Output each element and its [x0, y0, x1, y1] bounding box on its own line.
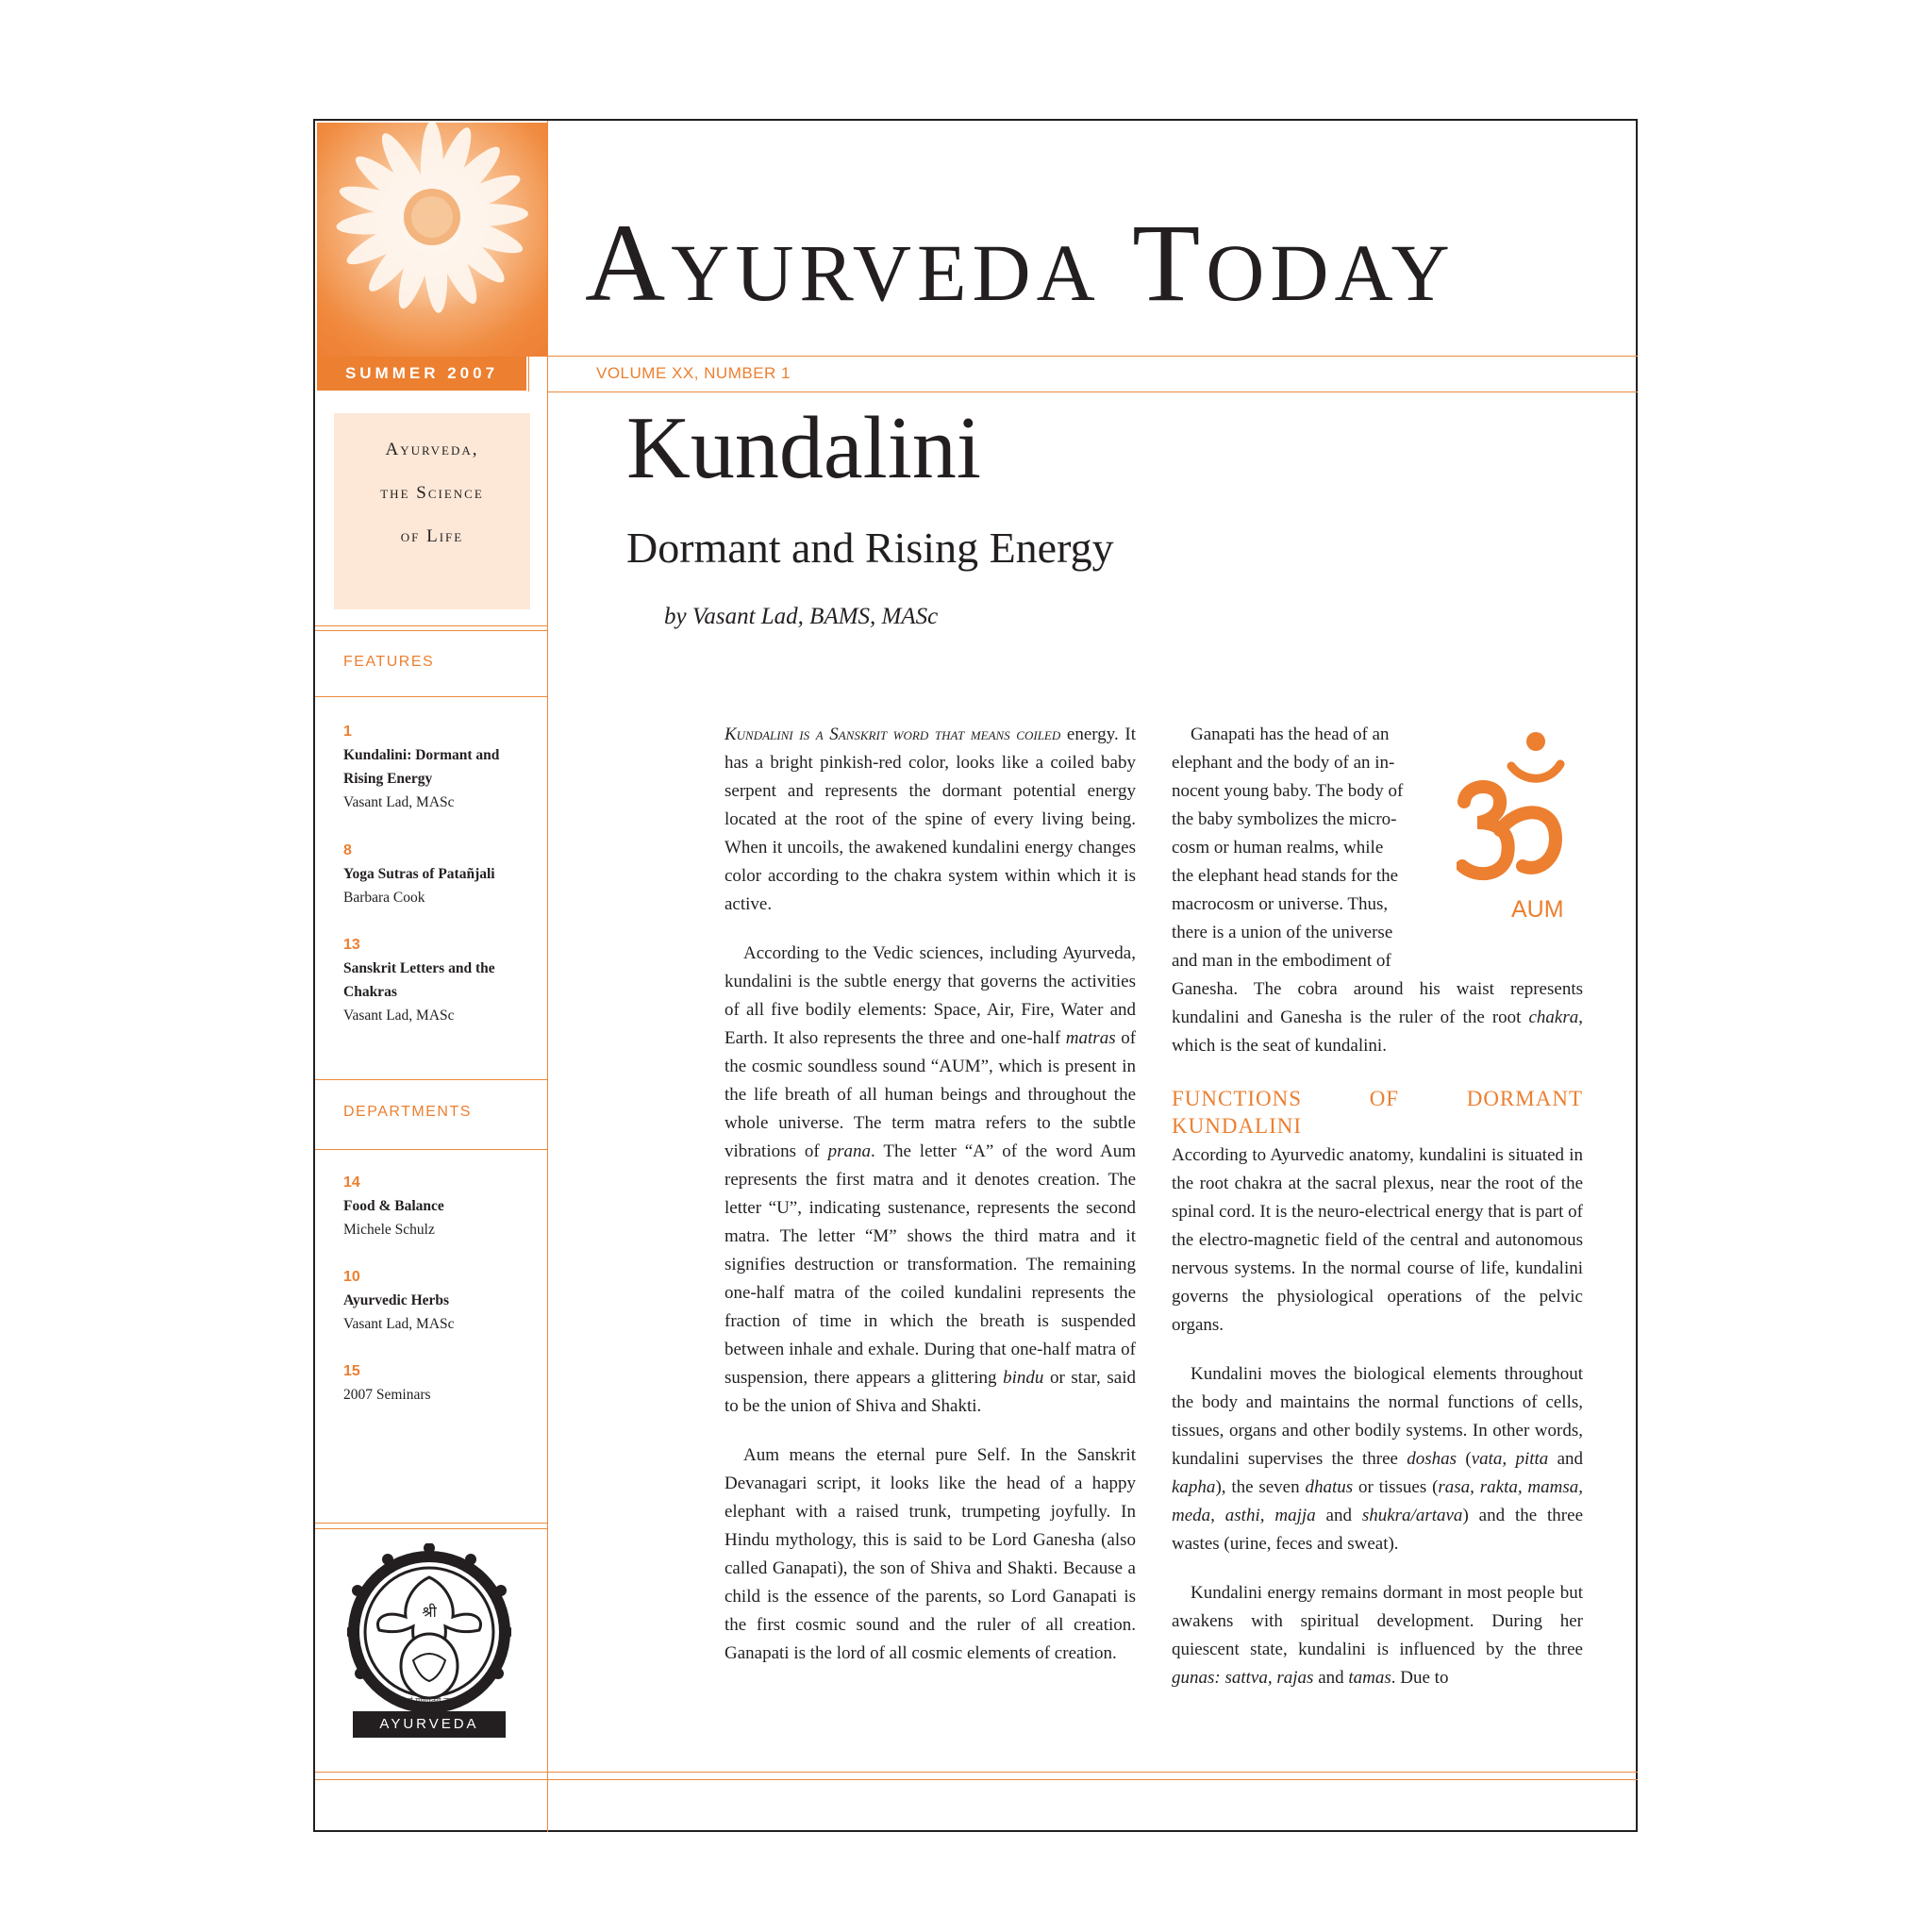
masthead-title: AYURVEDA TODAY: [585, 201, 1456, 325]
svg-text:ॐ गं गणपतये नमः ।: ॐ गं गणपतये नमः ।: [397, 1697, 461, 1707]
toc-page-number: 15: [343, 1363, 360, 1379]
tagline-line-3: of Life: [400, 526, 464, 546]
header-rule-bottom: [547, 391, 1638, 392]
header-rule-top: [547, 356, 1638, 357]
toc-author: Vasant Lad, MASc: [343, 794, 455, 810]
sidebar-rule-3: [315, 696, 547, 697]
toc-item[interactable]: [343, 840, 532, 909]
paragraph: Aum means the eternal pure Self. In the Sanskrit Devanagari script, it looks like the head of a happy elephant with a raised trunk, trumpeting joyfully. In Hindu mythology, this is said to be Lord Ganesha (also called Ganapati), the son of Shiva and Shakti. Because a child is the essence of the parents, so Lord Ganapati is the first cosmic sound and the ruler of all creation. Ganapati is the lord of all cosmic elements of creation.: [724, 1445, 1136, 1663]
ayurveda-emblem: [347, 1543, 511, 1741]
article-byline: by Vasant Lad, BAMS, MASc: [664, 604, 939, 629]
paragraph: Kundalini moves the biological elements throughout the body and maintains the normal functions of cells, tissues, organs and other bodily systems. In other words, kundalini supervises the three doshas (vata, pitta and kapha), the seven dhatus or tissues (rasa, rakta, mamsa, meda, asthi, majja and shukra/artava) and the three wastes (urine, feces and sweat).: [1172, 1364, 1584, 1554]
toc-author: Barbara Cook: [343, 890, 425, 906]
toc-author: Vasant Lad, MASc: [343, 1008, 455, 1024]
om-icon: [1457, 724, 1570, 894]
paragraph: According to Ayurvedic anatomy, kundalini is situated in the root chakra at the sacral plexus, near the root of the spinal cord. It is the neuro-electrical energy that is part of the electro-magnetic field of the central and autonomous nervous systems. In the normal course of life, kundalini governs the physiological operations of the pelvic organs.: [1172, 1145, 1583, 1335]
toc-author: Michele Schulz: [343, 1222, 435, 1238]
article-column-1: [724, 721, 1136, 1689]
article-subtitle: Dormant and Rising Energy: [626, 524, 1114, 572]
toc-item[interactable]: [343, 1360, 532, 1407]
toc-page-number: 1: [343, 724, 352, 740]
drop-lead: Kundalini is a Sanskrit word that means coiled: [724, 724, 1061, 744]
section-heading: FUNCTIONS OF DORMANT KUNDALINI: [1172, 1087, 1583, 1138]
svg-text:श्री: श्री: [422, 1603, 437, 1621]
season-label: SUMMER 2007: [317, 357, 526, 391]
tagline-box: [334, 413, 530, 609]
emblem-label: AYURVEDA: [379, 1716, 479, 1732]
toc-page-number: 10: [343, 1269, 360, 1285]
toc-author: 2007 Seminars: [343, 1387, 431, 1403]
sidebar-rule-1: [315, 625, 547, 626]
sidebar-rule-4: [315, 1079, 547, 1080]
departments-heading: DEPARTMENTS: [343, 1104, 472, 1120]
toc-author: Vasant Lad, MASc: [343, 1316, 455, 1332]
toc-item[interactable]: [343, 1172, 532, 1241]
season-divider: [528, 357, 529, 391]
daisy-icon: [317, 123, 547, 357]
paragraph: According to the Vedic sciences, including Ayurveda, kundalini is the subtle energy that governs the activities of all five bodily elements: Space, Air, Fire, Water and Earth. It also represents the three and one-half matras of the cosmic soundless sound “AUM”, which is present in the life breath of all human beings and throughout the whole universe. The term matra refers to the subtle vibrations of prana. The letter “A” of the word Aum represents the first matra and it denotes creation. The letter “U”, indicating sustenance, represents the second matra. The letter “M” shows the third matra and it signifies destruction or transformation. The remaining one-half matra of the coiled kundalini represents the fraction of time in which the breath is suspended between inhale and exhale. During that one-half matra of suspension, there appears a glittering bindu or star, said to be the union of Shiva and Shakti.: [724, 943, 1137, 1416]
footer-rule-2: [315, 1779, 1638, 1780]
volume-label: VOLUME XX, NUMBER 1: [596, 364, 791, 382]
toc-title: Food & Balance: [343, 1198, 444, 1214]
sidebar-rule-6: [315, 1523, 547, 1524]
toc-item[interactable]: [343, 934, 532, 1027]
toc-page-number: 14: [343, 1174, 360, 1191]
om-caption: AUM: [1511, 896, 1564, 923]
toc-title: Yoga Sutras of Patañjali: [343, 866, 495, 882]
toc-title: Ayurvedic Herbs: [343, 1292, 450, 1308]
footer-rule-1: [315, 1772, 1638, 1773]
tagline-line-1: Ayurveda,: [385, 440, 479, 459]
toc-title: Sanskrit Letters and the Chakras: [343, 960, 495, 1000]
om-symbol: [1457, 724, 1570, 894]
header-divider-vertical: [547, 121, 548, 1832]
toc-item[interactable]: [343, 721, 532, 814]
features-heading: FEATURES: [343, 654, 435, 670]
toc-page-number: 13: [343, 937, 360, 953]
toc-item[interactable]: [343, 1266, 532, 1336]
tagline-line-2: the Science: [380, 483, 484, 503]
paragraph: Kundalini is a Sanskrit word that means coiled energy. It has a bright pinkish-red color, looks like a coiled baby serpent and represents the dormant potential energy located at the root of the spine of every living being. When it uncoils, the awakened kundalini energy changes color according to the chakra system within which it is active.: [724, 724, 1137, 914]
paragraph: Kundalini energy remains dormant in most people but awakens with spiritual development. During her quiescent state, kundalini is influenced by the three gunas: sattva, rajas and tamas. Due to: [1172, 1583, 1583, 1688]
newsletter-page: [313, 119, 1638, 1832]
sidebar-rule-5: [315, 1149, 547, 1150]
daisy-photo: [317, 123, 547, 357]
sidebar-rule-2: [315, 630, 547, 631]
article-title: Kundalini: [626, 399, 981, 497]
toc-title: Kundalini: Dormant and Rising Energy: [343, 747, 500, 787]
paragraph: Ganapati has the head of an elephant and the body of an in- nocent young baby. The body of the baby symbolizes the micro- cosm or human realms, while the elephant head stands for the macrocosm or universe. Thus, there is a union of the universe and man in the embodiment of Ganesha. The cobra around his waist represents kundalini and Ganesha is the ruler of the root chakra, which is the seat of kundalini.: [1172, 724, 1584, 1056]
toc-page-number: 8: [343, 842, 352, 858]
sidebar-rule-7: [315, 1528, 547, 1529]
